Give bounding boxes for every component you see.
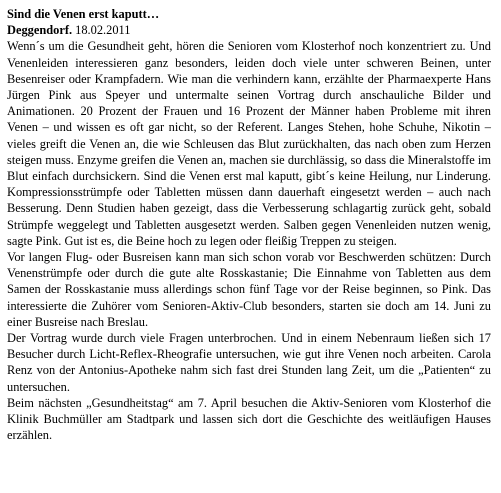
article — [7, 6, 491, 443]
article-paragraph: Wenn´s um die Gesundheit geht, hören die Senioren vom Klosterhof noch konzentriert zu. Und Venenleiden interessieren ganz besonders, leiden doch viele unter schweren Beinen, unter Besenreiser oder Krampfadern. Wie man die verhindern kann, erzählte der Pharmaexperte Hans Jürgen Pink aus Speyer und untermalte seinen Vortrag durch anschauliche Bilder und Animationen. 20 Prozent der Frauen und 16 Prozent der Männer haben Probleme mit ihren Venen – und wissen es oft gar nicht, so der Referent. Langes Stehen, hohe Schuhe, Nikotin – vieles greift die Venen an, die wie Schleusen das Blut zurückhalten, das nach oben zum Herzen steigen muss. Enzyme greifen die Venen an, machen sie durchlässig, so dass die Mineralstoffe im Blut einfach durchsickern. Sind die Venen erst mal kaputt, gibt´s keine Heilung, nur Linderung. Kompressionsstrümpfe oder Tabletten müssen dann dauerhaft eingesetzt werden – auch nach Besserung. Denn Studien haben gezeigt, dass die Verbesserung schlagartig zurück geht, sobald Strümpfe weggelegt und Tabletten ausgesetzt werden. Salben gegen Venenleiden nutzen wenig, sagte Pink. Gut ist es, die Beine hoch zu legen oder fleißig Treppen zu steigen. — [7, 39, 491, 248]
article-headline: Sind die Venen erst kaputt… — [7, 7, 160, 21]
dateline — [7, 22, 491, 38]
dateline-place: Deggendorf. — [7, 23, 73, 38]
article-paragraph: Vor langen Flug- oder Busreisen kann man sich schon vorab vor Beschwerden schützen: Durch Venenstrümpfe oder durch die gute alte Rosskastanie; Die Einnahme von Tabletten aus dem Samen der Rosskastanie muss allerdings schon fünf Tage vor der Reise beginnen, so Pink. Das interessierte die Zuhörer vom Senioren-Aktiv-Club besonders, starten sie doch am 14. Juni zu einer Busreise nach Breslau. — [7, 250, 491, 329]
article-paragraph: Beim nächsten „Gesundheitstag“ am 7. April besuchen die Aktiv-Senioren vom Klosterhof die Klinik Buchmüller am Stadtpark und lassen sich dort die Geschichte des weitläufigen Hauses erzählen. — [7, 395, 491, 443]
article-paragraph: Der Vortrag wurde durch viele Fragen unterbrochen. Und in einem Nebenraum ließen sich 17 Besucher durch Licht-Reflex-Rheografie untersuchen, wie gut ihre Venen noch arbeiten. Carola Renz von der Antonius-Apotheke nahm sich fast drei Stunden lang Zeit, um die „Patienten“ zu untersuchen. — [7, 331, 491, 394]
dateline-date: 18.02.2011 — [75, 23, 131, 38]
